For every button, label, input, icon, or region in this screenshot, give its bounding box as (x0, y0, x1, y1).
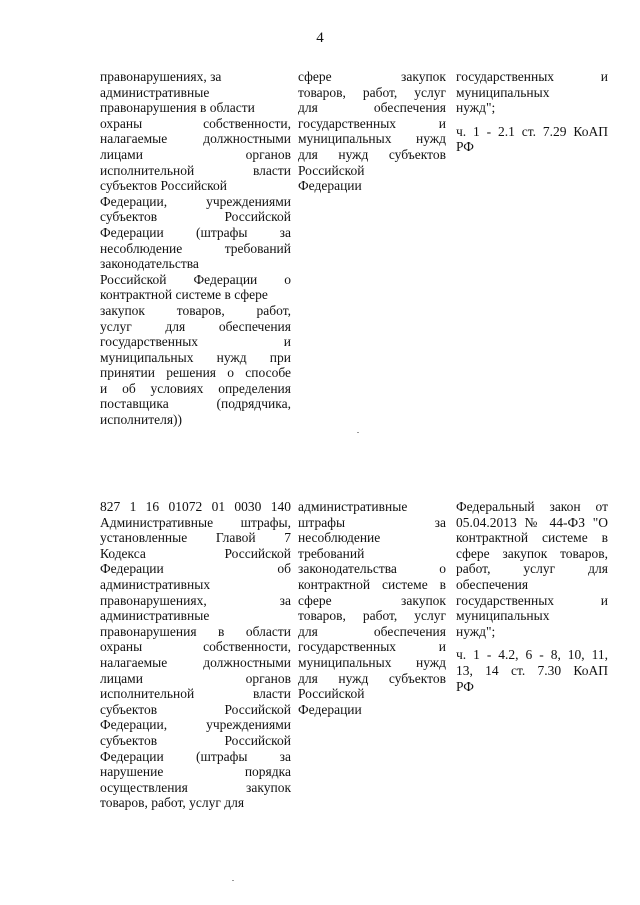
text-line: принятии решения о способе (100, 365, 291, 381)
text-line: административные (298, 499, 408, 514)
row2-col1-text (100, 499, 291, 811)
text-line: обеспечения (456, 576, 529, 592)
text-line: муниципальных (456, 608, 550, 624)
text-line: муниципальных (456, 84, 550, 100)
text-line: административные (100, 84, 210, 100)
text-line: Административные штрафы, (100, 514, 291, 530)
text-line: осуществления закупок (100, 779, 291, 795)
text-line: нарушение порядка (100, 764, 291, 780)
row2-koap-reference (456, 647, 608, 694)
text-line: для нужд субъектов (298, 146, 446, 162)
scan-speck (357, 432, 359, 433)
text-line: Федерации (298, 178, 362, 194)
text-line: исполнительной власти (100, 162, 291, 178)
row1-koap-reference (456, 124, 608, 155)
text-line: Федеральный закон от (456, 499, 608, 514)
text-line: муниципальных нужд при (100, 349, 291, 365)
row2-col2-text (298, 499, 446, 717)
text-line: законодательства о (298, 561, 446, 577)
text-line: налагаемые должностными (100, 131, 291, 147)
text-line: государственных и (298, 639, 446, 655)
text-line: исполнительной власти (100, 686, 291, 702)
text-line: лицами органов (100, 146, 291, 162)
text-line: поставщика (подрядчика, (100, 396, 291, 412)
text-line: муниципальных нужд (298, 654, 446, 670)
row2-col3-text (456, 499, 608, 694)
text-line: 827 1 16 01072 01 0030 140 (100, 499, 291, 514)
text-line: субъектов Российской (100, 701, 291, 717)
text-line: административных (100, 576, 211, 592)
text-line: Кодекса Российской (100, 545, 291, 561)
text-line: Российской (298, 162, 365, 178)
text-line: несоблюдение требований (100, 240, 291, 256)
text-line: государственных и (456, 69, 608, 84)
text-line: РФ (456, 139, 474, 155)
text-line: Федерации (штрафы за (100, 224, 291, 240)
text-line: охраны собственности, (100, 115, 291, 131)
text-line: 05.04.2013 № 44-ФЗ "О (456, 514, 608, 530)
text-line: лицами органов (100, 670, 291, 686)
text-line: контрактной системе в (298, 576, 446, 592)
text-line: муниципальных нужд (298, 131, 446, 147)
text-line: товаров, работ, услуг (298, 608, 446, 624)
text-line: правонарушения в области (100, 623, 291, 639)
text-line: государственных и (298, 115, 446, 131)
text-line: Федерации (штрафы за (100, 748, 291, 764)
text-line: для обеспечения (298, 100, 446, 116)
text-line: правонарушения в области (100, 100, 255, 116)
text-line: для обеспечения (298, 623, 446, 639)
text-line: правонарушениях, за (100, 69, 222, 84)
text-line: сфере закупок (298, 69, 446, 84)
row1-col2-text (298, 69, 446, 194)
text-line: штрафы за (298, 514, 446, 530)
text-line: товаров, работ, услуг для (100, 795, 245, 811)
text-line: административные (100, 608, 210, 624)
scan-speck (232, 880, 234, 881)
text-line: ч. 1 - 4.2, 6 - 8, 10, 11, (456, 647, 608, 663)
text-line: сфере закупок (298, 592, 446, 608)
row1-col1-text (100, 69, 291, 428)
text-line: товаров, работ, услуг (298, 84, 446, 100)
text-line: исполнителя)) (100, 412, 183, 428)
text-line: несоблюдение (298, 530, 381, 546)
text-line: субъектов Российской (100, 178, 228, 194)
text-line: правонарушениях, за (100, 592, 291, 608)
text-line: Федерации, учреждениями (100, 717, 291, 733)
page-number: 4 (316, 30, 324, 46)
text-line: Российской Федерации о (100, 271, 291, 287)
text-line: Федерации об (100, 561, 291, 577)
text-line: Федерации, учреждениями (100, 193, 291, 209)
text-line: РФ (456, 678, 474, 694)
text-line: установленные Главой 7 (100, 530, 291, 546)
text-line: сфере закупок товаров, (456, 545, 608, 561)
text-line: ч. 1 - 2.1 ст. 7.29 КоАП (456, 123, 608, 139)
text-line: Российской (298, 686, 365, 702)
text-line: для нужд субъектов (298, 670, 446, 686)
row2-law-reference (456, 499, 608, 639)
text-line: работ, услуг для (456, 561, 608, 577)
text-line: субъектов Российской (100, 732, 291, 748)
text-line: услуг для обеспечения (100, 318, 291, 334)
text-line: 13, 14 ст. 7.30 КоАП (456, 662, 608, 678)
text-line: государственных и (456, 592, 608, 608)
text-line: нужд"; (456, 100, 496, 116)
text-line: субъектов Российской (100, 209, 291, 225)
text-line: государственных и (100, 334, 291, 350)
text-line: нужд"; (456, 623, 496, 639)
text-line: закупок товаров, работ, (100, 302, 291, 318)
row1-law-reference (456, 69, 608, 116)
row1-col3-text (456, 69, 608, 155)
text-line: требований (298, 545, 365, 561)
text-line: контрактной системе в (456, 530, 608, 546)
text-line: и об условиях определения (100, 380, 291, 396)
text-line: налагаемые должностными (100, 654, 291, 670)
text-line: Федерации (298, 701, 362, 717)
text-line: контрактной системе в сфере (100, 287, 268, 303)
text-line: охраны собственности, (100, 639, 291, 655)
text-line: законодательства (100, 256, 199, 272)
